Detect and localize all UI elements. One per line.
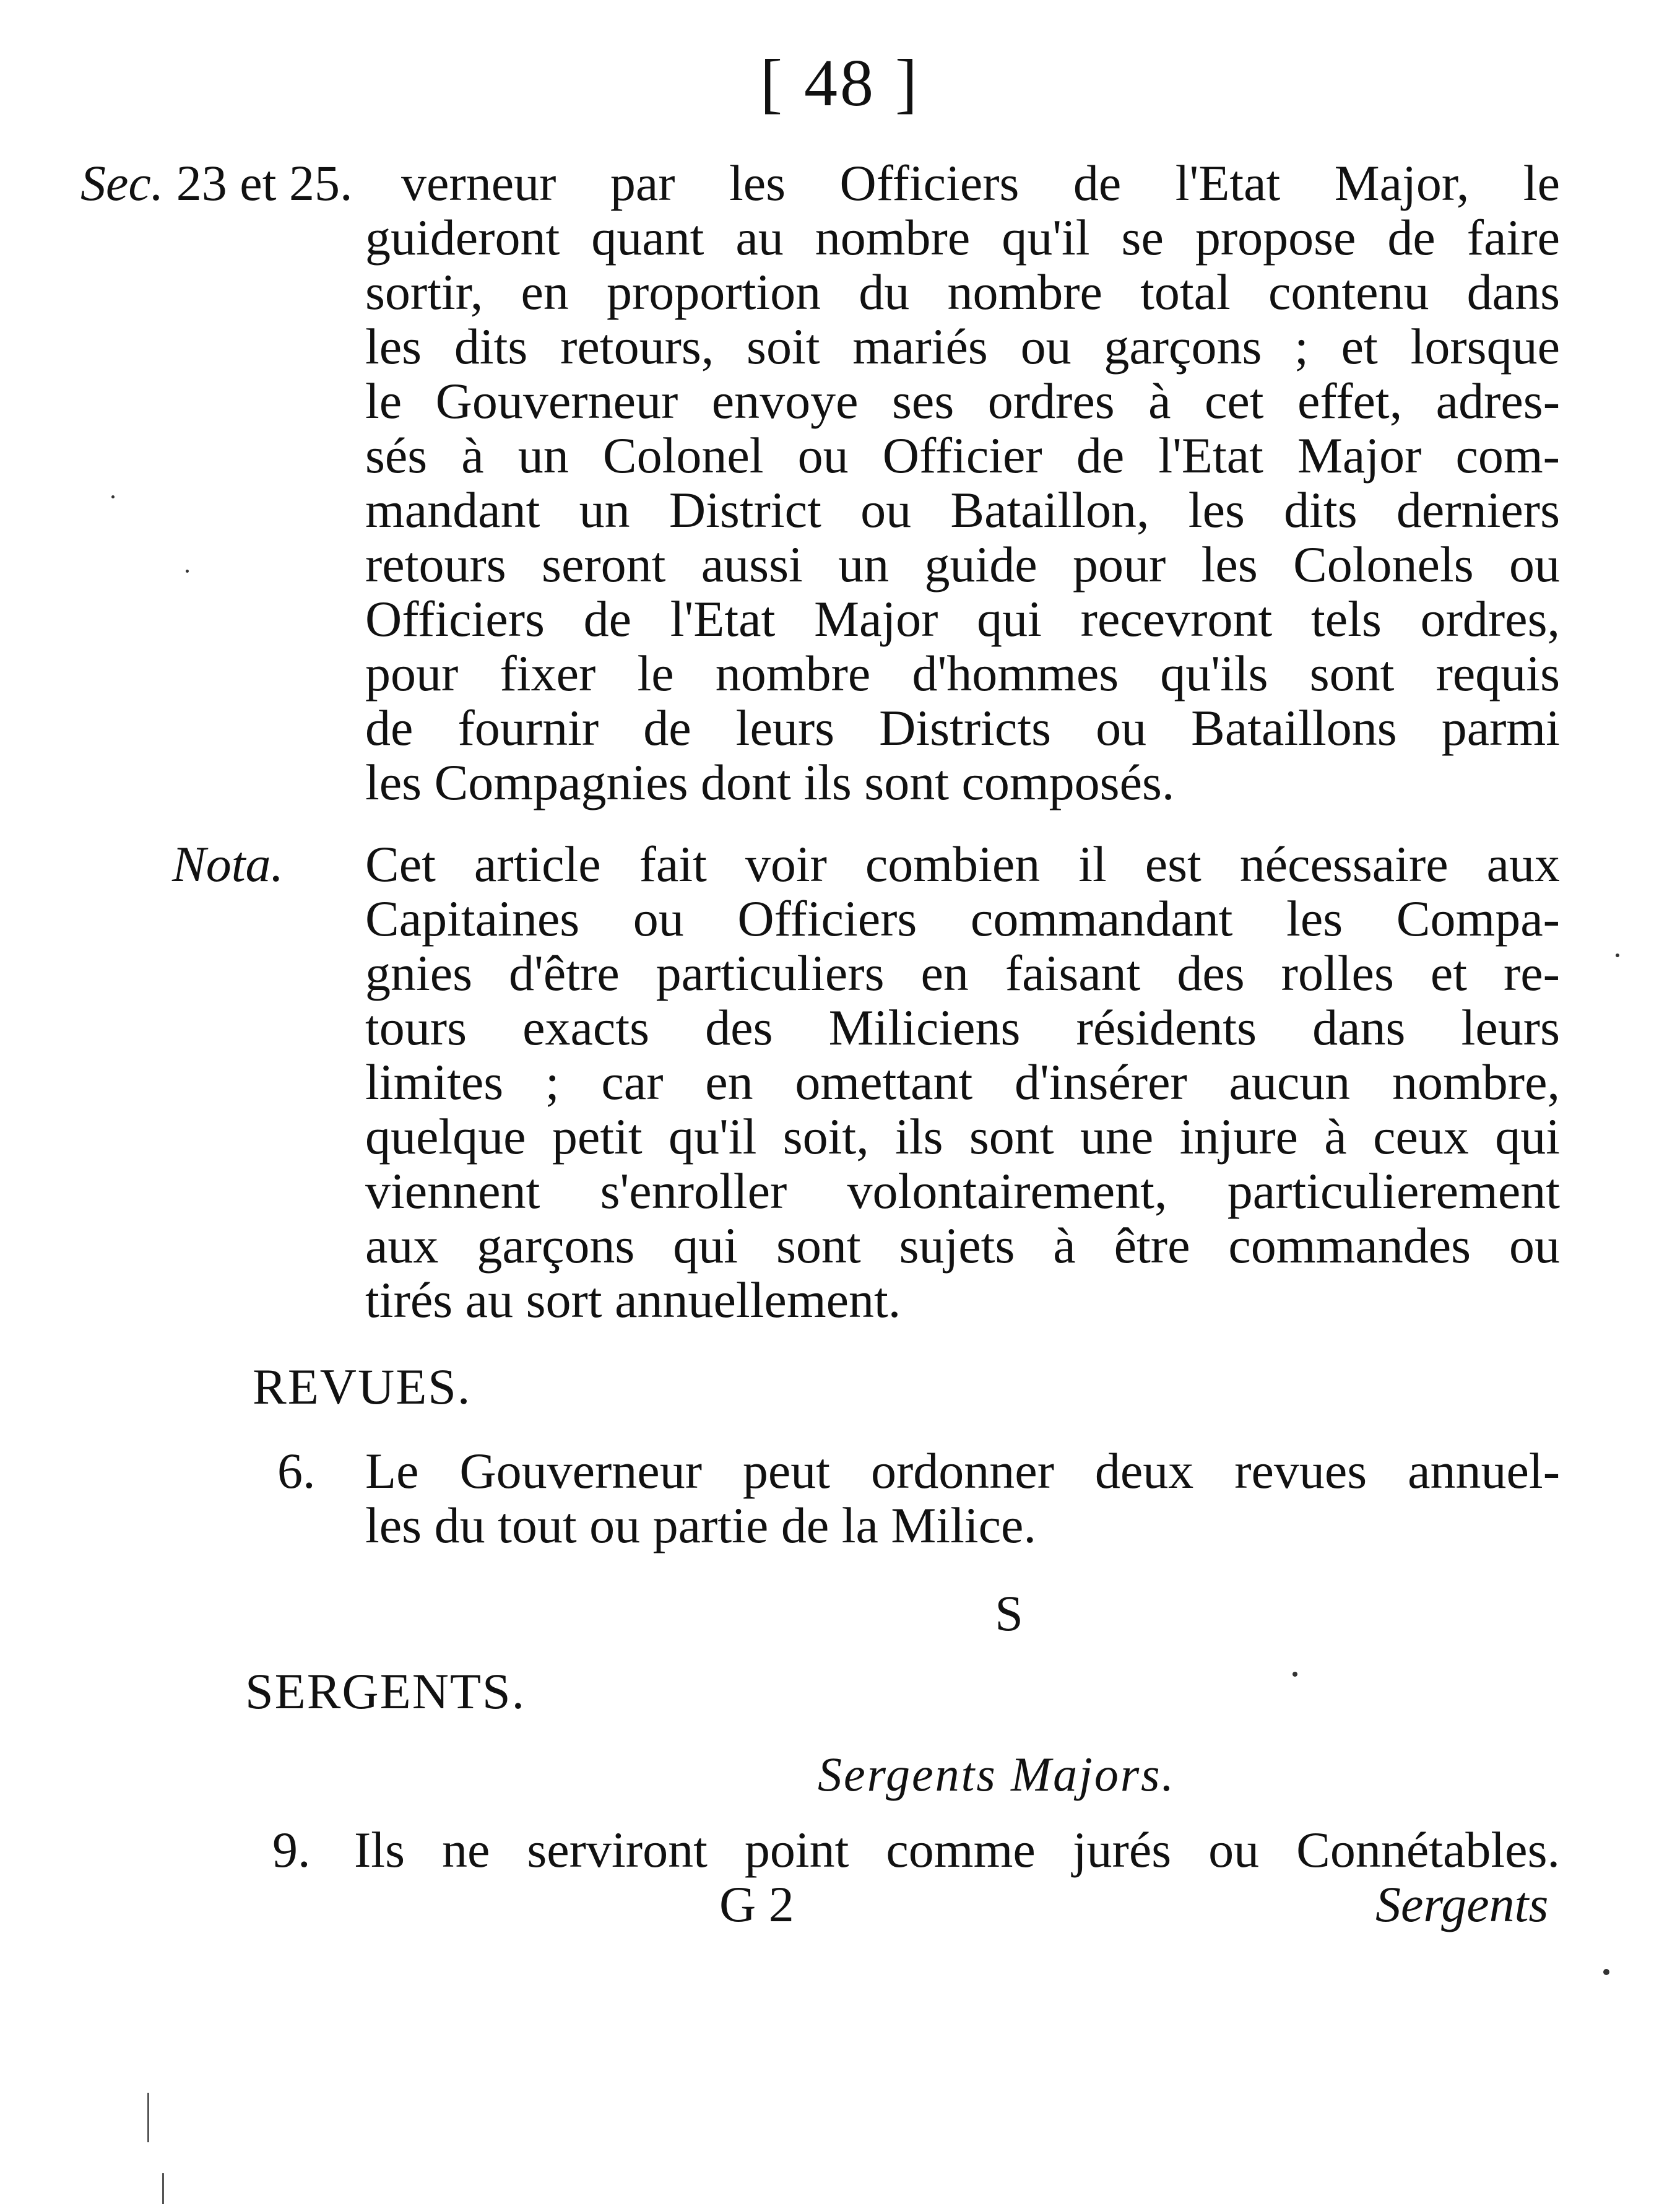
text-line: pour fixer le nombre d'hommes qu'ils sont requis — [365, 645, 1560, 702]
nota-label: Nota. — [172, 836, 284, 892]
item-number: 6. — [277, 1443, 316, 1499]
text-line: le Gouverneur envoye ses ordres à cet effet, adres- — [365, 373, 1560, 429]
ink-speck — [1603, 1969, 1609, 1975]
text-line: tirés au sort annuellement. — [365, 1272, 901, 1328]
page-number: [ 48 ] — [760, 46, 920, 120]
ink-speck — [186, 570, 189, 573]
text-line: sortir, en proportion du nombre total contenu dans — [365, 264, 1560, 320]
text-line: mandant un District ou Bataillon, les dits derniers — [365, 482, 1560, 538]
text-line: Le Gouverneur peut ordonner deux revues annuel- — [365, 1443, 1560, 1499]
text-line: viennent s'enroller volontairement, particulierement — [365, 1163, 1560, 1219]
section-heading-sergents: SERGENTS. — [245, 1663, 526, 1719]
text-line: les du tout ou partie de la Milice. — [365, 1497, 1036, 1553]
signature-mark: G 2 — [719, 1876, 794, 1932]
text-line: gnies d'être particuliers en faisant des rolles et re- — [365, 945, 1560, 1001]
text-line: Cet article fait voir combien il est nécessaire aux — [365, 836, 1560, 892]
section-note-label: Sec. — [80, 155, 164, 211]
text-line: les dits retours, soit mariés ou garçons ; et lorsque — [365, 318, 1560, 375]
scan-mark — [147, 2093, 149, 2142]
text-line: quelque petit qu'il soit, ils sont une injure à ceux qui — [365, 1108, 1560, 1165]
subheading: Sergents Majors. — [817, 1747, 1176, 1801]
scan-mark — [162, 2173, 164, 2204]
text-line: Capitaines ou Officiers commandant les Compa- — [365, 890, 1560, 947]
text-line: guideront quant au nombre qu'il se propose de faire — [365, 209, 1560, 266]
text-line: verneur par les Officiers de l'Etat Major, le — [401, 155, 1560, 211]
section-letter: S — [995, 1585, 1023, 1641]
text-line: Ils ne serviront point comme jurés ou Connétables. — [354, 1822, 1560, 1878]
ink-speck — [111, 495, 115, 498]
section-note — [80, 154, 352, 213]
text-line: retours seront aussi un guide pour les Colonels ou — [365, 536, 1560, 593]
text-line: aux garçons qui sont sujets à être commandes ou — [365, 1217, 1560, 1274]
section-note-numbers: 23 et 25. — [176, 155, 353, 211]
text-line: de fournir de leurs Districts ou Bataillons parmi — [365, 700, 1560, 756]
text-line: tours exacts des Miliciens résidents dans leurs — [365, 999, 1560, 1056]
catchword: Sergents — [1375, 1876, 1549, 1932]
text-line: limites ; car en omettant d'insérer aucun nombre, — [365, 1054, 1560, 1110]
ink-speck — [1616, 953, 1619, 957]
section-heading-revues: REVUES. — [253, 1358, 472, 1415]
text-line: Officiers de l'Etat Major qui recevront tels ordres, — [365, 591, 1560, 647]
ink-speck — [1292, 1672, 1297, 1677]
item-number: 9. — [272, 1822, 311, 1878]
text-line: les Compagnies dont ils sont composés. — [365, 754, 1175, 810]
text-line: sés à un Colonel ou Officier de l'Etat Major com- — [365, 427, 1560, 484]
